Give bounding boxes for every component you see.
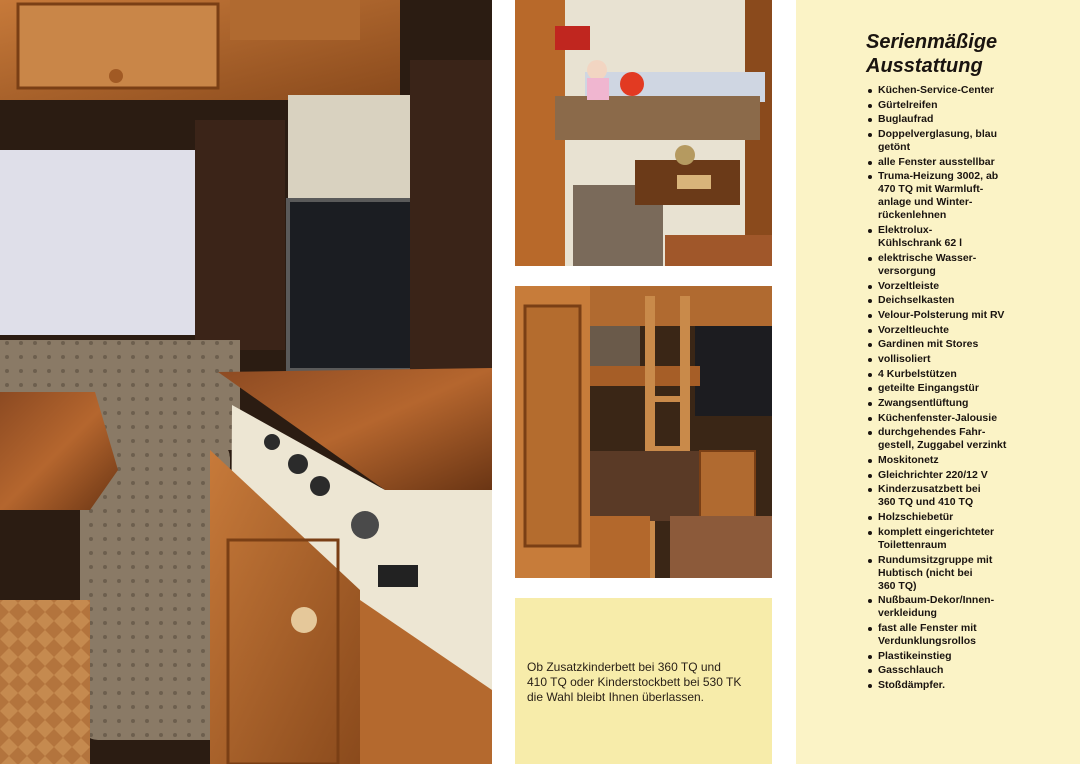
feature-item: Truma-Heizung 3002, ab 470 TQ mit Warmluft- anlage und Winter- rückenlehnen <box>866 170 1016 222</box>
feature-item: Plastikeinstieg <box>866 650 1016 663</box>
feature-item: Nußbaum-Dekor/Innen- verkleidung <box>866 594 1016 620</box>
feature-item: Gasschlauch <box>866 664 1016 677</box>
caption-text: Ob Zusatzkinderbett bei 360 TQ und 410 TQ oder Kinderstockbett bei 530 TK die Wahl bleibt Ihnen überlassen. <box>527 660 742 704</box>
feature-item: 4 Kurbelstützen <box>866 368 1016 381</box>
caption-box <box>515 598 772 764</box>
feature-item: vollisoliert <box>866 353 1016 366</box>
feature-item: Gürtelreifen <box>866 99 1016 112</box>
feature-item: Doppelverglasung, blau getönt <box>866 128 1016 154</box>
feature-item: Rundumsitzgruppe mit Hubtisch (nicht bei 360 TQ) <box>866 554 1016 593</box>
feature-item: geteilte Eingangstür <box>866 382 1016 395</box>
feature-item: Deichselkasten <box>866 294 1016 307</box>
photo-bunk-bed <box>515 286 772 578</box>
features-title: Serienmäßige Ausstattung <box>866 31 998 77</box>
photo-caravan-interior-kitchen <box>0 0 492 764</box>
features-list <box>866 84 1016 694</box>
feature-item: Vorzeltleuchte <box>866 324 1016 337</box>
feature-item: elektrische Wasser- versorgung <box>866 252 1016 278</box>
feature-item: alle Fenster ausstellbar <box>866 156 1016 169</box>
feature-item: Moskitonetz <box>866 454 1016 467</box>
feature-item: Vorzeltleiste <box>866 280 1016 293</box>
feature-item: Elektrolux- Kühlschrank 62 l <box>866 224 1016 250</box>
feature-item: durchgehendes Fahr- gestell, Zuggabel verzinkt <box>866 426 1016 452</box>
bunk-bed-illustration <box>515 286 772 578</box>
feature-item: komplett eingerichteter Toilettenraum <box>866 526 1016 552</box>
features-panel <box>796 0 1080 764</box>
feature-item: Gardinen mit Stores <box>866 338 1016 351</box>
feature-item: Gleichrichter 220/12 V <box>866 469 1016 482</box>
feature-item: Holzschiebetür <box>866 511 1016 524</box>
interior-illustration <box>0 0 492 764</box>
feature-item: Kinderzusatzbett bei 360 TQ und 410 TQ <box>866 483 1016 509</box>
feature-item: Zwangsentlüftung <box>866 397 1016 410</box>
feature-item: Stoßdämpfer. <box>866 679 1016 692</box>
feature-item: Velour-Polsterung mit RV <box>866 309 1016 322</box>
photo-child-bed <box>515 0 772 266</box>
feature-item: Buglaufrad <box>866 113 1016 126</box>
feature-item: fast alle Fenster mit Verdunklungsrollos <box>866 622 1016 648</box>
feature-item: Küchenfenster-Jalousie <box>866 412 1016 425</box>
child-bed-illustration <box>515 0 772 266</box>
feature-item: Küchen-Service-Center <box>866 84 1016 97</box>
